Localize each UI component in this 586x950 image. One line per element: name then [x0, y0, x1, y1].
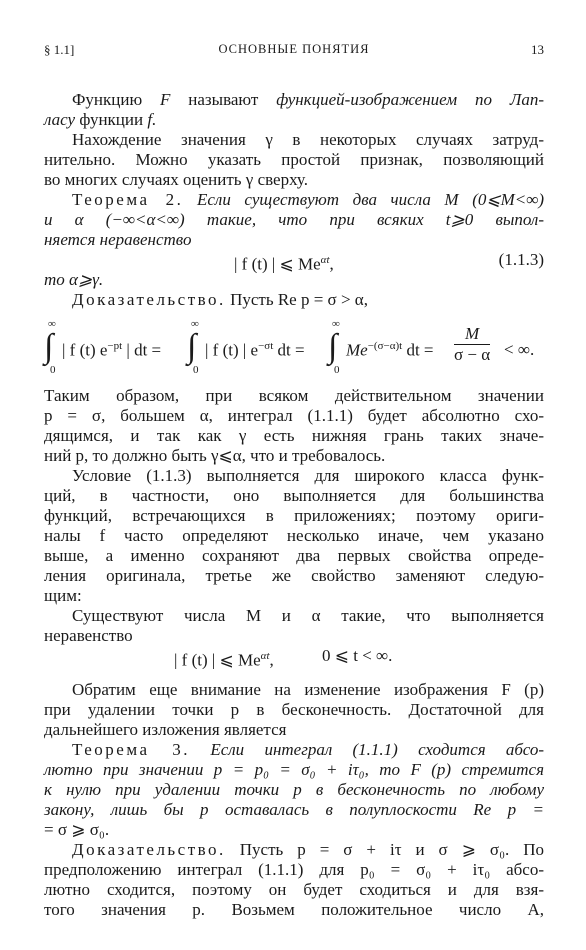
proof-line [44, 290, 544, 310]
integrand [346, 340, 434, 361]
exponent: −pt [107, 340, 123, 352]
theorem-heading: Теорема 2. [72, 190, 184, 209]
chapter-title: ОСНОВНЫЕ ПОНЯТИЯ [218, 42, 370, 56]
formula-body: | f (t) | ⩽ Me [234, 254, 321, 274]
proof-heading: Доказательство. [72, 840, 226, 859]
proof-line: того значения p. Возьмем положительное число A, [44, 900, 544, 919]
formula-tail: < ∞. [504, 340, 535, 359]
formula-punct: , [269, 650, 274, 670]
proof-heading: Доказательство. [72, 290, 226, 309]
theorem-line: = σ ⩾ σ₀. [44, 820, 110, 839]
exponent: −(σ−α)t [367, 340, 403, 352]
running-header [44, 42, 544, 58]
integrand [62, 340, 161, 361]
theorem-line: закону, лишь бы p оставалась в полуплоскости Re p = [44, 800, 544, 819]
book-page [44, 0, 544, 950]
integral-sign: ∫ [328, 328, 338, 365]
theorem-text: Если интеграл (1.1.1) сходится абсо- [210, 740, 545, 759]
equation-number: (1.1.3) [498, 250, 544, 269]
formula-punct: , [329, 254, 334, 274]
integrand-text: | f (t) e [62, 340, 108, 360]
text-line: неравенство [44, 626, 133, 645]
page-number: 13 [531, 42, 544, 57]
theorem-line [44, 190, 544, 210]
proof-line [44, 840, 544, 860]
fraction-denominator: σ − α [454, 345, 491, 364]
theorem-line: няется неравенство [44, 230, 192, 249]
text-span: функции [75, 110, 148, 129]
formula-exponent: αt [260, 650, 270, 662]
integrand [205, 340, 305, 361]
math-symbol: F [160, 90, 171, 109]
formula-exponent: αt [320, 254, 330, 266]
text-span: Функцию [72, 90, 161, 109]
text-span: называют [170, 90, 277, 109]
proof-text: Пусть Re p = σ > α, [225, 290, 368, 309]
text-line: нительно. Можно указать простой признак, позволяющий [44, 150, 544, 169]
text-line: выше, а именно сохраняют два первых свойства опреде- [44, 546, 544, 565]
proof-line: предположению интеграл (1.1.1) для p₀ = σ₀ + iτ₀ абсо- [44, 860, 544, 879]
upper-limit: ∞ [332, 318, 340, 330]
emphasis-text: функцией-изображением по Лап- [276, 90, 544, 109]
upper-limit: ∞ [191, 318, 199, 330]
math-symbol: f. [147, 110, 157, 129]
lower-limit: 0 [334, 364, 340, 376]
fraction [454, 324, 490, 365]
text-line: Условие (1.1.3) выполняется для широкого класса функ- [72, 466, 544, 485]
text-line: во многих случаях оценить γ сверху. [44, 170, 308, 189]
theorem-line: лютно при значении p = p₀ = σ₀ + iτ₀, то F (p) стремится [44, 760, 544, 779]
theorem-line: и α (−∞<α<∞) такие, что при всяких t⩾0 выпол- [44, 210, 544, 229]
text-line: Нахождение значения γ в некоторых случаях затруд- [72, 130, 544, 149]
text-line: налы f часто определяют несколько иначе, чем указано [44, 526, 544, 545]
text-line: Таким образом, при всяком действительном значении [44, 386, 544, 405]
text-line: функций, встречающихся в приложениях; поэтому ориги- [44, 506, 544, 525]
theorem-heading: Теорема 3. [72, 740, 191, 759]
text-line: ций, в частности, оно выполняется для большинства [44, 486, 544, 505]
text-line: при удалении точки p в бесконечность. Достаточной для [44, 700, 544, 719]
emphasis-text: ласу [44, 110, 76, 129]
text-line: p = σ, большем α, интеграл (1.1.1) будет абсолютно схо- [44, 406, 544, 425]
text-line: щим: [44, 586, 82, 605]
section-ref: § 1.1] [44, 42, 75, 57]
integral-sign: ∫ [187, 328, 197, 365]
exponent: −σt [258, 340, 274, 352]
theorem-line: к нулю при удалении точки p в бесконечность по любому [44, 780, 544, 799]
integrand-text: dt = [273, 340, 305, 360]
formula-condition: 0 ⩽ t < ∞. [322, 646, 393, 665]
formula [174, 646, 274, 671]
theorem-text: Если существуют два числа M (0⩽M<∞) [196, 190, 545, 209]
theorem-line: то α⩾γ. [44, 270, 104, 289]
text-line: Обратим еще внимание на изменение изображения F (p) [72, 680, 544, 699]
proof-line: лютно сходится, поэтому он будет сходиться и для взя- [44, 880, 544, 899]
integral-sign: ∫ [44, 328, 54, 365]
text-line: ний p, то должно быть γ⩽α, что и требовалось. [44, 446, 386, 465]
text-line [44, 110, 544, 130]
lower-limit: 0 [50, 364, 56, 376]
text-line: Существуют числа M и α такие, что выполняется [72, 606, 544, 625]
text-line: ления оригинала, третье же свойство заменяют следую- [44, 566, 544, 585]
fraction-numerator: M [454, 324, 490, 345]
integrand-text: | f (t) | e [205, 340, 259, 360]
theorem-line [44, 740, 544, 760]
proof-text: Пусть p = σ + iτ и σ ⩾ σ₀. По [239, 840, 544, 859]
integrand-text: dt = [402, 340, 434, 360]
text-line [44, 90, 544, 110]
integrand-text: | dt = [122, 340, 162, 360]
integral-formula [44, 318, 544, 378]
upper-limit: ∞ [48, 318, 56, 330]
integrand-text: Me [346, 340, 368, 360]
formula-body: | f (t) | ⩽ Me [174, 650, 261, 670]
lower-limit: 0 [193, 364, 199, 376]
text-line: дальнейшего изложения является [44, 720, 287, 739]
text-line: дящимся, и так как γ есть нижняя грань таких значе- [44, 426, 544, 445]
